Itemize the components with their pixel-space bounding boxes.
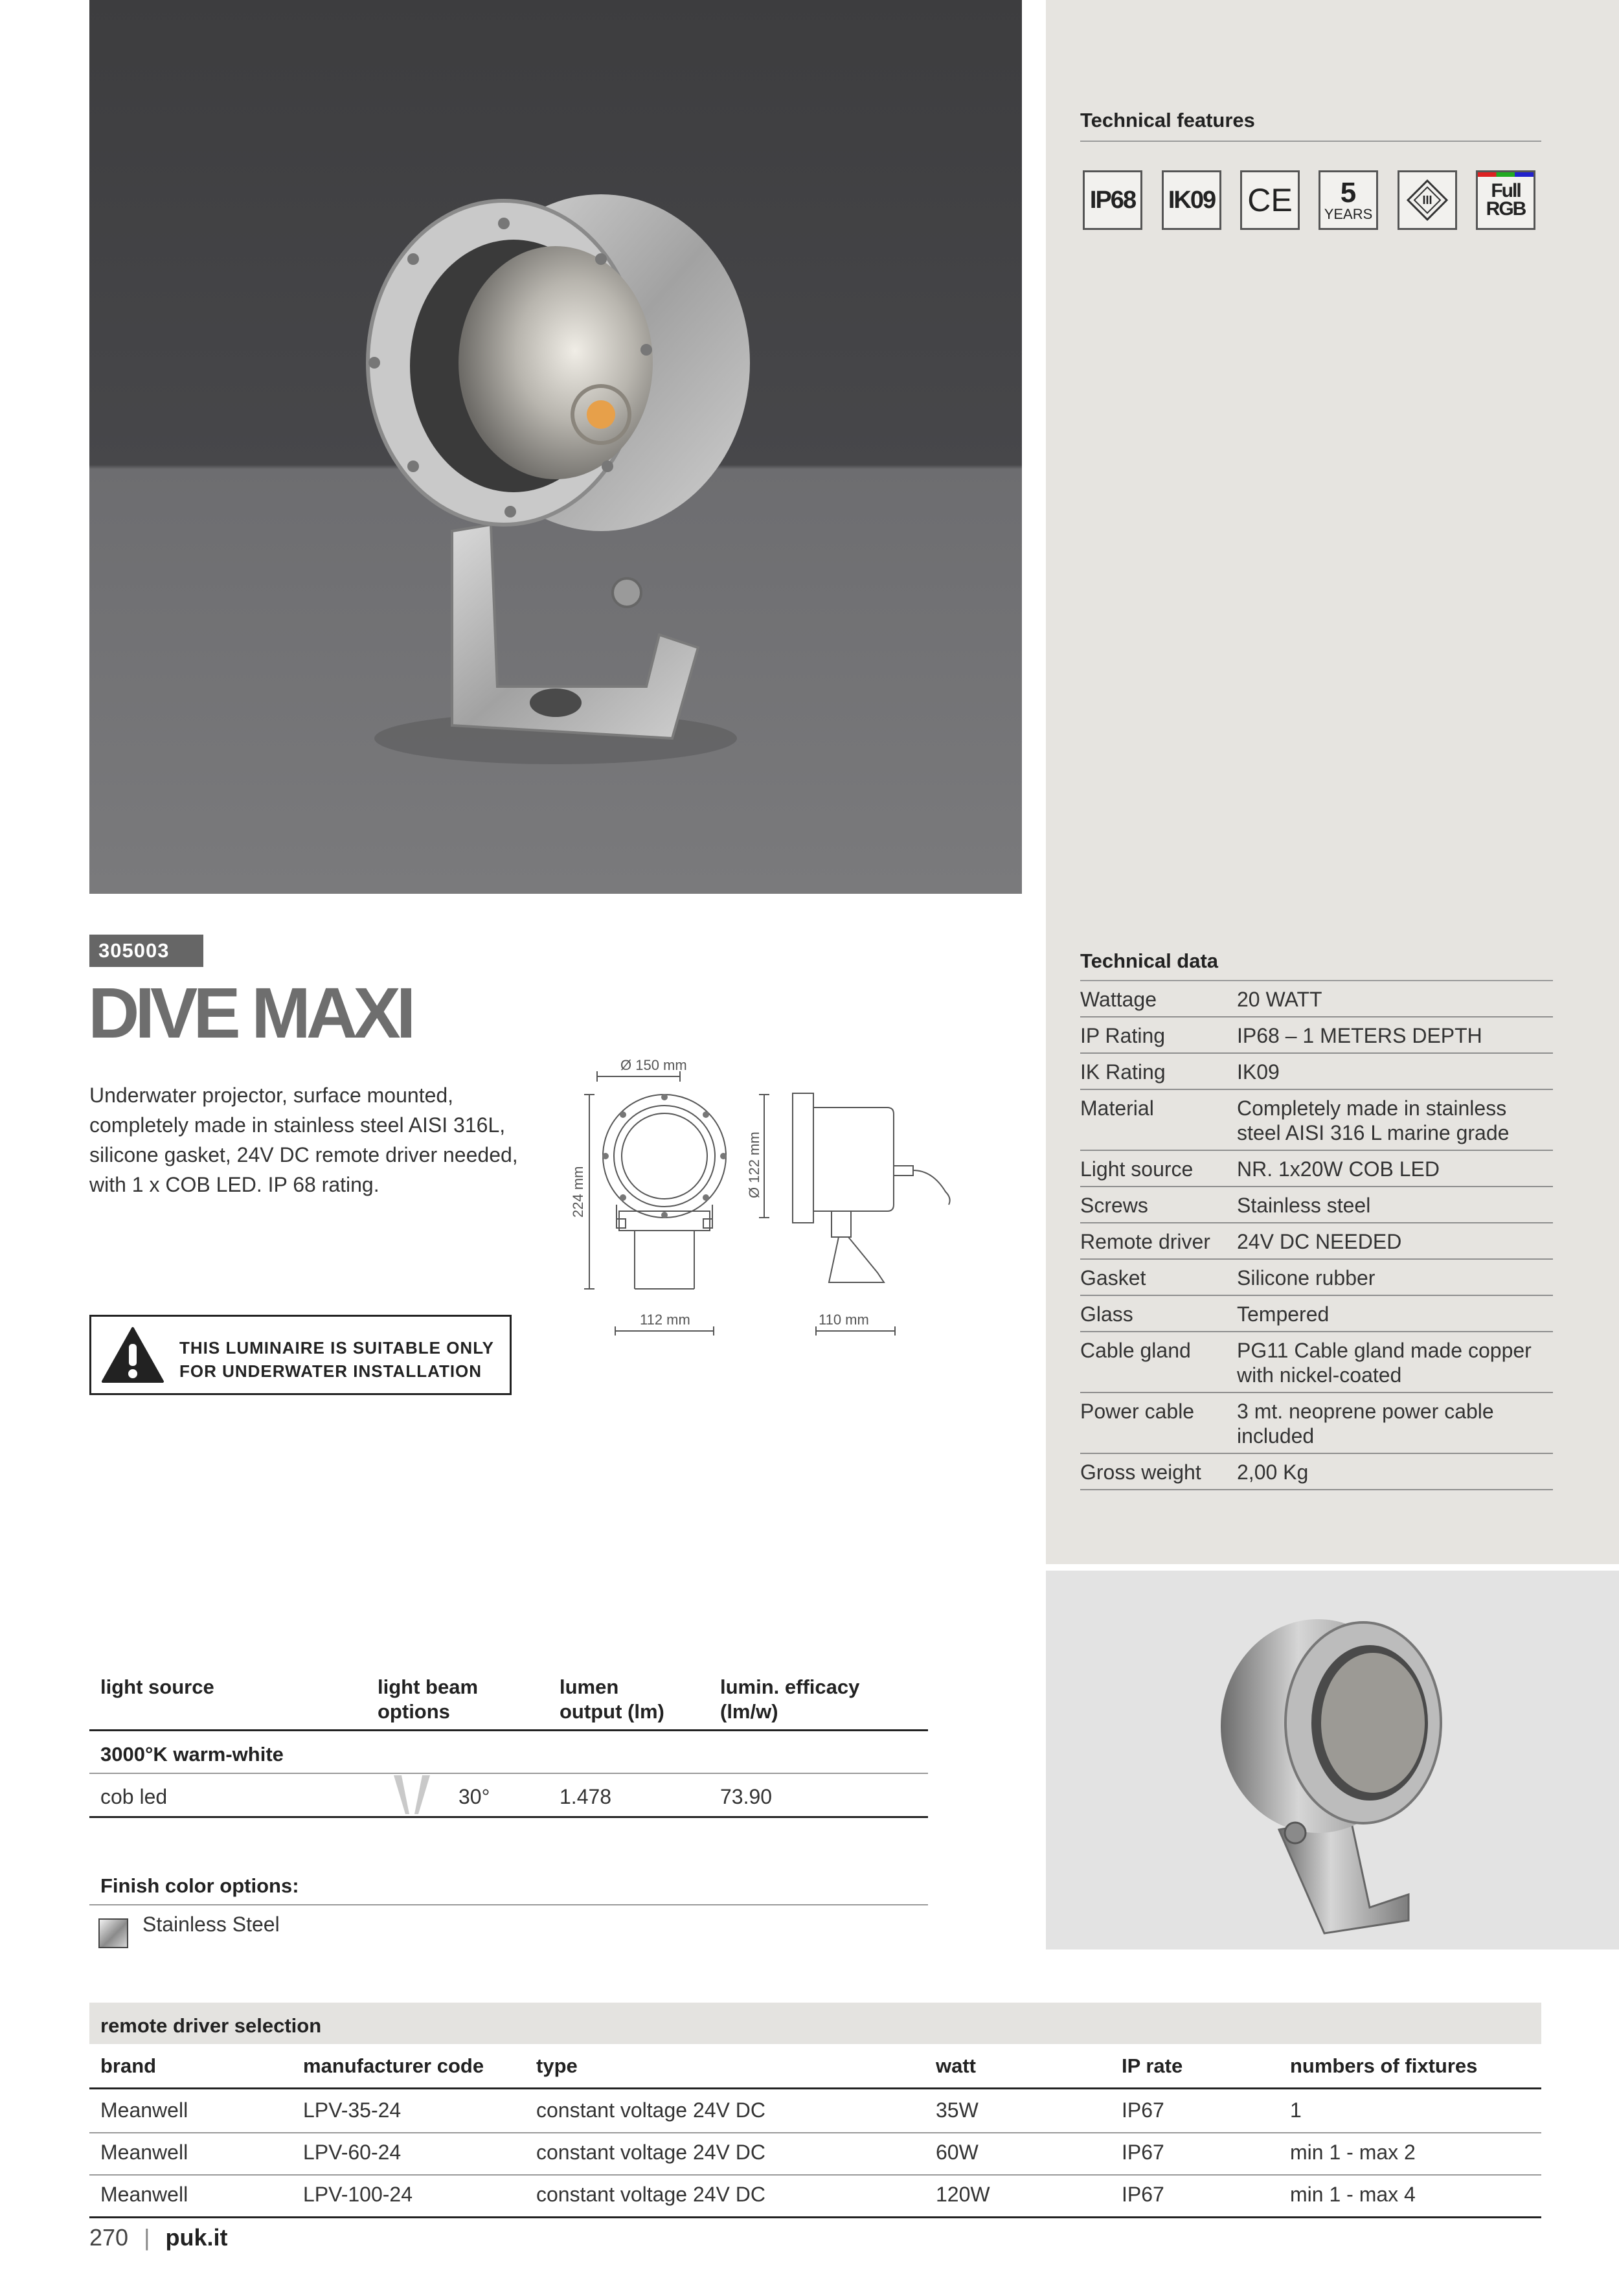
rd-cell-watt: 120W <box>936 2183 990 2206</box>
ip68-icon: IP68 <box>1083 170 1142 230</box>
rd-header-brand: brand <box>100 2054 157 2077</box>
front-diameter-label: Ø 150 mm <box>620 1057 687 1073</box>
tech-data-value: IP68 – 1 METERS DEPTH <box>1237 1017 1553 1053</box>
tech-data-key: Power cable <box>1080 1392 1237 1453</box>
rd-cell-fixtures: 1 <box>1290 2098 1302 2122</box>
height-label: 224 mm <box>570 1166 586 1218</box>
tech-data-row <box>1080 1089 1553 1150</box>
footer-separator: | <box>144 2224 150 2251</box>
tech-data-key: IK Rating <box>1080 1053 1237 1089</box>
rd-row-rule <box>89 2174 1541 2176</box>
rd-cell-ip: IP67 <box>1122 2098 1164 2122</box>
tech-data-key: Screws <box>1080 1187 1237 1223</box>
full-rgb-icon: Full RGB <box>1476 170 1535 230</box>
finish-title: Finish color options: <box>100 1874 299 1897</box>
lt-source: cob led <box>100 1785 168 1808</box>
rd-header-fixtures: numbers of fixtures <box>1290 2054 1478 2077</box>
tech-data-row <box>1080 981 1553 1017</box>
tech-data-value: 3 mt. neoprene power cable included <box>1237 1392 1553 1453</box>
lt-beam: 30° <box>459 1785 490 1808</box>
rd-cell-brand: Meanwell <box>100 2098 188 2122</box>
lt-header-lumen: lumen output (lm) <box>560 1676 664 1723</box>
stainless-swatch <box>98 1918 128 1948</box>
tech-data-value: 24V DC NEEDED <box>1237 1223 1553 1259</box>
tech-data-row <box>1080 1053 1553 1089</box>
tech-data-row <box>1080 1017 1553 1053</box>
lt-efficacy: 73.90 <box>720 1785 773 1808</box>
tech-data-row <box>1080 1295 1553 1332</box>
page-number: 270 <box>89 2224 129 2251</box>
tech-data-row <box>1080 1453 1553 1490</box>
finish-option: Stainless Steel <box>142 1913 280 1936</box>
product-description: Underwater projector, surface mounted, completely made in stainless steel AISI 316L, silicone gasket, 24V DC remote driver needed, with 1 x COB LED. IP 68 rating. <box>89 1084 518 1196</box>
lt-header-source: light source <box>100 1676 214 1698</box>
tech-data-key: Remote driver <box>1080 1223 1237 1259</box>
finish-rule <box>89 1904 928 1905</box>
rd-cell-fixtures: min 1 - max 2 <box>1290 2141 1416 2164</box>
rd-cell-type: constant voltage 24V DC <box>536 2183 765 2206</box>
rd-header-type: type <box>536 2054 578 2077</box>
side-diameter-label: Ø 122 mm <box>746 1131 762 1198</box>
front-width-label: 112 mm <box>640 1312 690 1328</box>
tech-data-row <box>1080 1223 1553 1259</box>
warranty-icon: 5 YEARS <box>1319 170 1378 230</box>
product-photo-small <box>1046 1571 1619 1949</box>
tech-data-value: PG11 Cable gland made copper with nickel-coated <box>1237 1332 1553 1392</box>
warning-icon <box>100 1326 165 1384</box>
warning-box <box>89 1315 512 1395</box>
tech-data-row <box>1080 1332 1553 1392</box>
tech-data-key: Light source <box>1080 1150 1237 1187</box>
warning-line-1: THIS LUMINAIRE IS SUITABLE ONLY <box>179 1338 495 1358</box>
features-title: Technical features <box>1080 109 1255 131</box>
tech-data-key: Wattage <box>1080 981 1237 1017</box>
tech-data-row <box>1080 1150 1553 1187</box>
ce-mark-icon: CE <box>1240 170 1300 230</box>
beam-icon <box>392 1775 431 1814</box>
rd-row-rule <box>89 2216 1541 2218</box>
tech-data-row <box>1080 1259 1553 1295</box>
tech-data-key: IP Rating <box>1080 1017 1237 1053</box>
product-code-badge: 305003 <box>89 935 203 967</box>
remote-driver-title: remote driver selection <box>100 2014 322 2037</box>
warning-line-2: FOR UNDERWATER INSTALLATION <box>179 1361 482 1381</box>
tech-data-title: Technical data <box>1080 949 1219 972</box>
lt-rule-top <box>89 1729 928 1731</box>
tech-data-value: 20 WATT <box>1237 981 1553 1017</box>
rd-cell-code: LPV-100-24 <box>303 2183 413 2206</box>
side-depth-label: 110 mm <box>819 1312 869 1328</box>
tech-data-value: Completely made in stainless steel AISI 316 L marine grade <box>1237 1089 1553 1150</box>
product-photo <box>89 0 1022 894</box>
features-rule <box>1080 141 1541 142</box>
lt-header-efficacy: lumin. efficacy (lm/w) <box>720 1676 860 1723</box>
footer <box>89 2224 227 2251</box>
lt-lumen: 1.478 <box>560 1785 612 1808</box>
rd-cell-brand: Meanwell <box>100 2141 188 2164</box>
rd-cell-code: LPV-35-24 <box>303 2098 402 2122</box>
tech-data-value: IK09 <box>1237 1053 1553 1089</box>
lt-header-beam: light beam options <box>378 1676 479 1723</box>
rd-cell-watt: 35W <box>936 2098 979 2122</box>
lt-rule-bottom <box>89 1816 928 1818</box>
tech-data-key: Gross weight <box>1080 1453 1237 1490</box>
rd-cell-ip: IP67 <box>1122 2141 1164 2164</box>
product-title: DIVE MAXI <box>88 973 412 1053</box>
tech-data-value: Silicone rubber <box>1237 1259 1553 1295</box>
rd-cell-type: constant voltage 24V DC <box>536 2141 765 2164</box>
rd-header-watt: watt <box>936 2054 976 2077</box>
tech-data-value: 2,00 Kg <box>1237 1453 1553 1490</box>
ik09-icon: IK09 <box>1162 170 1221 230</box>
lt-rule-mid <box>89 1773 928 1774</box>
rd-header-ip: IP rate <box>1122 2054 1183 2077</box>
tech-data-value: Stainless steel <box>1237 1187 1553 1223</box>
tech-data-value: NR. 1x20W COB LED <box>1237 1150 1553 1187</box>
rd-rule-header <box>89 2087 1541 2089</box>
tech-data-key: Material <box>1080 1089 1237 1150</box>
rd-header-code: manufacturer code <box>303 2054 484 2077</box>
rd-row-rule <box>89 2132 1541 2133</box>
tech-data-key: Cable gland <box>1080 1332 1237 1392</box>
footer-site: puk.it <box>165 2224 228 2251</box>
rd-cell-code: LPV-60-24 <box>303 2141 402 2164</box>
class-iii-icon: III <box>1398 170 1457 230</box>
lt-group: 3000°K warm-white <box>100 1743 284 1766</box>
tech-data-table <box>1080 981 1553 1490</box>
rd-cell-ip: IP67 <box>1122 2183 1164 2206</box>
dimension-drawing <box>570 1049 971 1341</box>
tech-data-key: Glass <box>1080 1295 1237 1332</box>
rd-cell-brand: Meanwell <box>100 2183 188 2206</box>
tech-data-value: Tempered <box>1237 1295 1553 1332</box>
tech-data-key: Gasket <box>1080 1259 1237 1295</box>
rd-cell-watt: 60W <box>936 2141 979 2164</box>
tech-data-row <box>1080 1392 1553 1453</box>
tech-data-row <box>1080 1187 1553 1223</box>
rd-cell-fixtures: min 1 - max 4 <box>1290 2183 1416 2206</box>
rd-cell-type: constant voltage 24V DC <box>536 2098 765 2122</box>
